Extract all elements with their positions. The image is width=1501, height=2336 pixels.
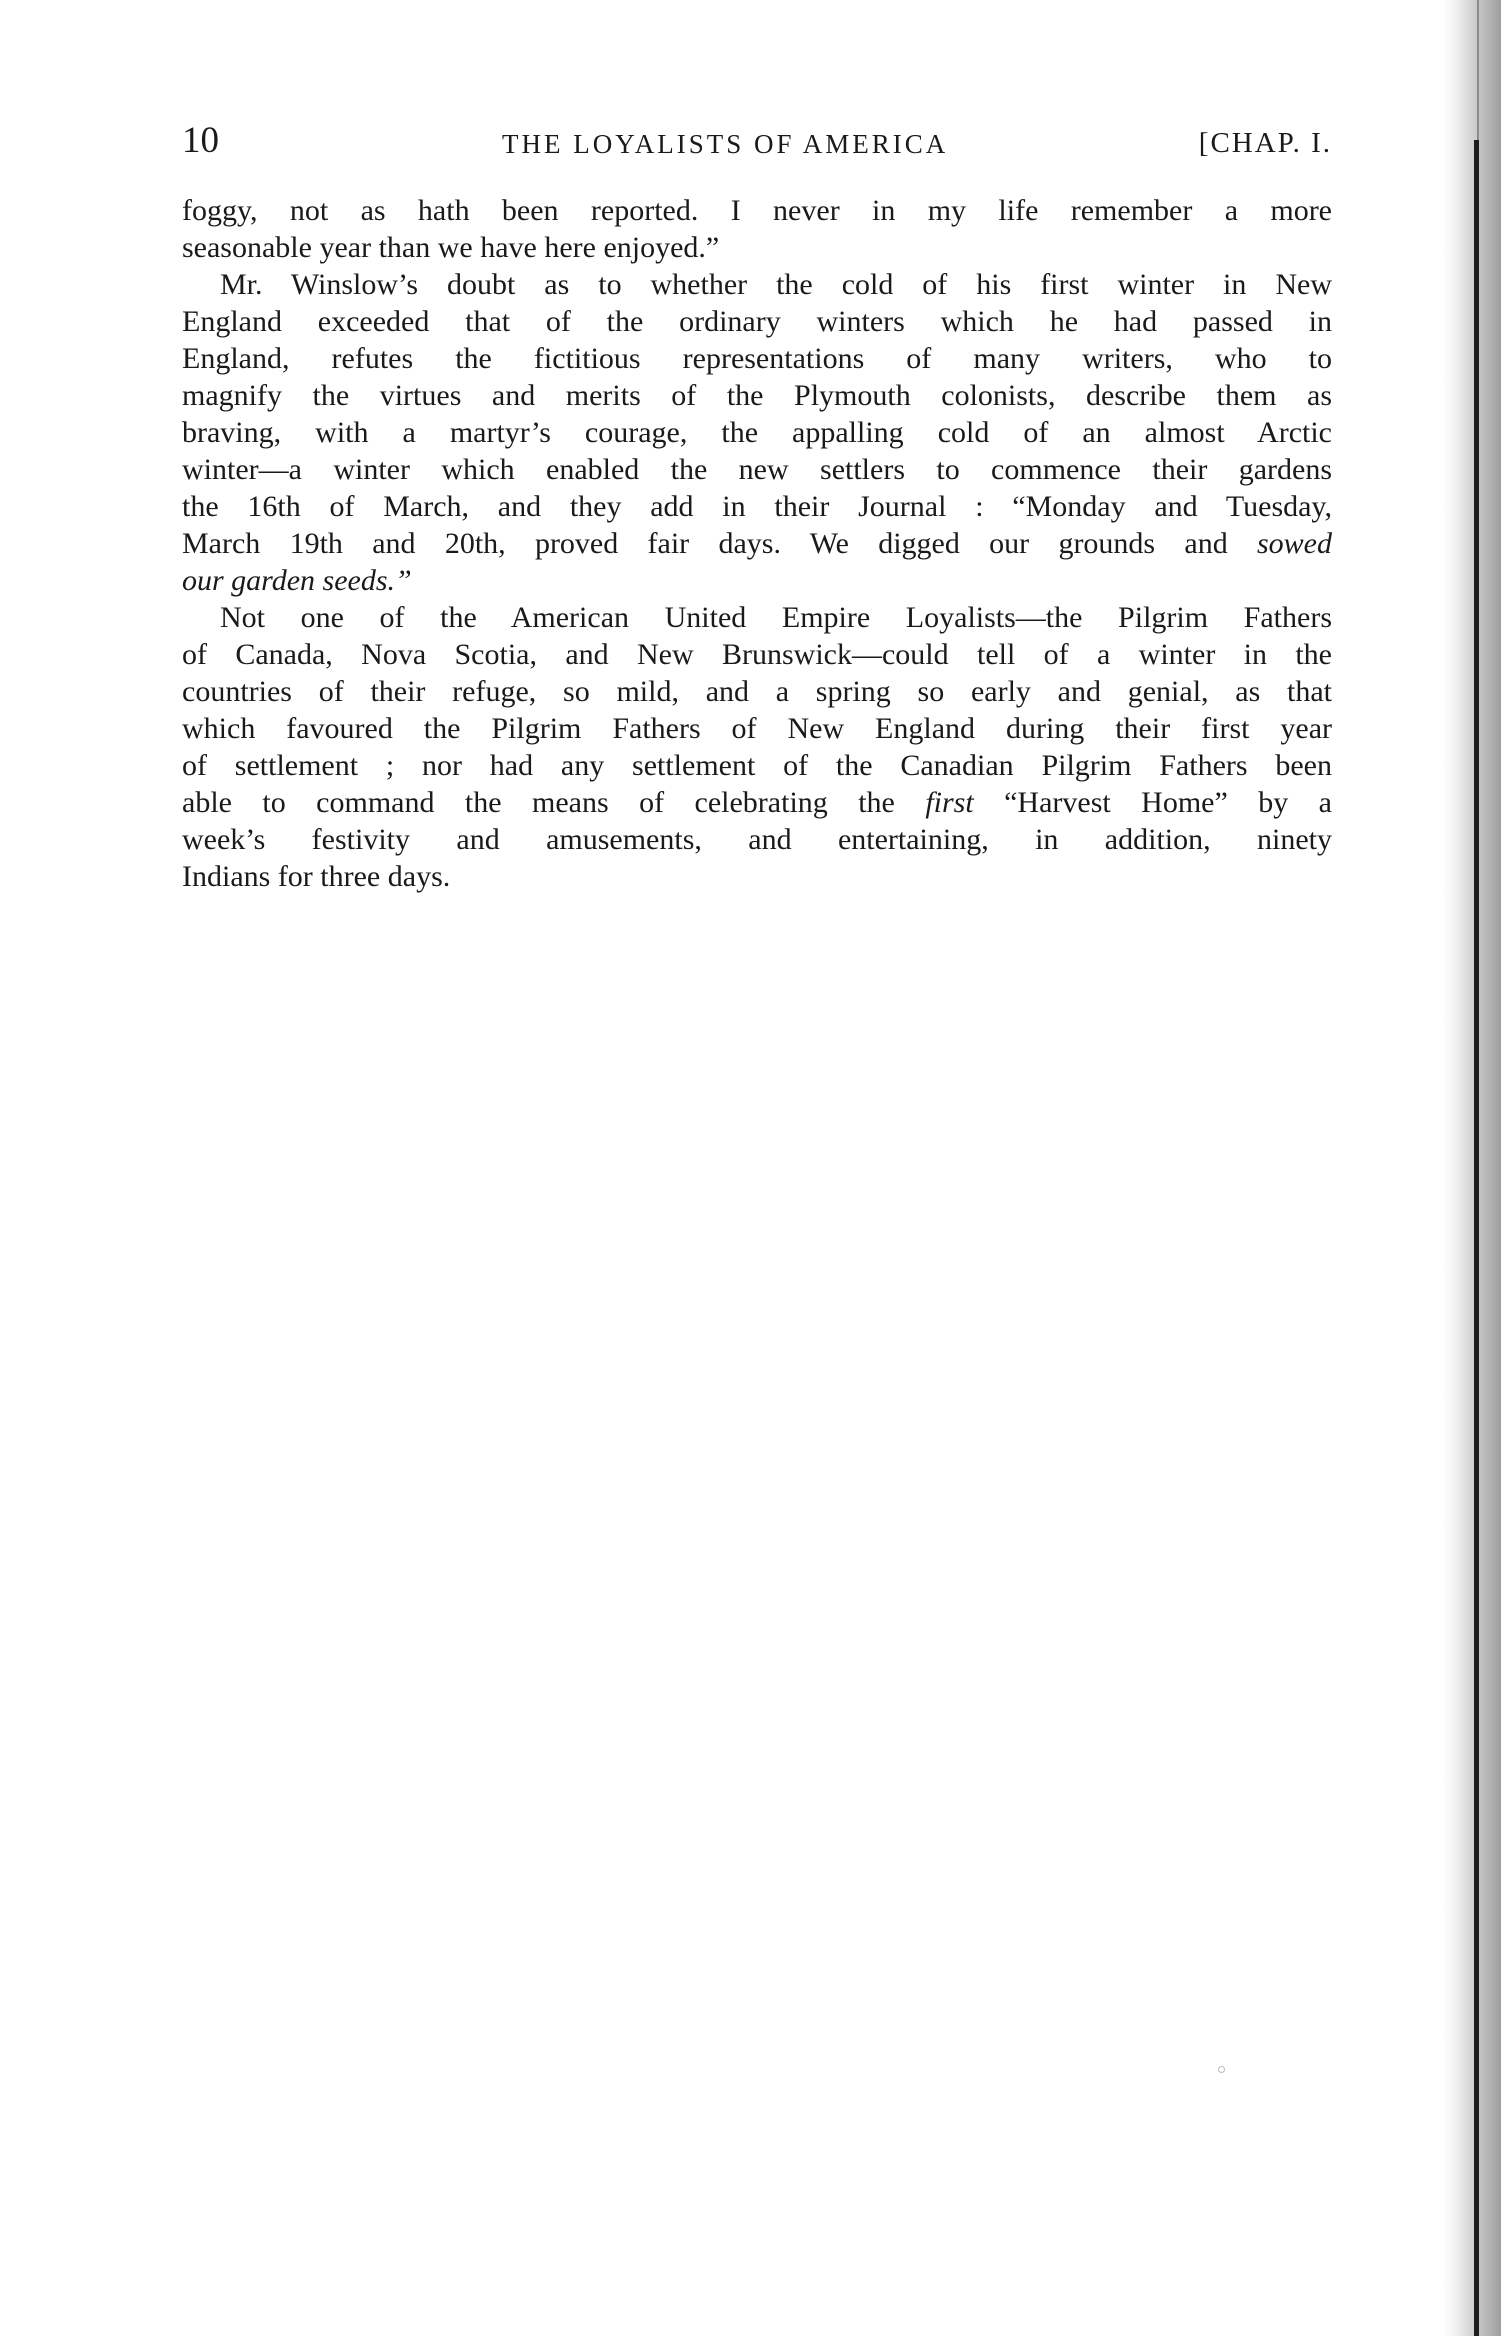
page-number: 10 — [182, 120, 219, 161]
paragraph-start-line: Not one of the American United Empire Loyalists—the Pilgrim Fathers — [220, 601, 1332, 634]
text-line: of settlement ; nor had any settlement of the Canadian Pilgrim Fathers been — [182, 749, 1332, 782]
text-line: Indians for three days. — [182, 860, 451, 893]
paragraph-start-line: Mr. Winslow’s doubt as to whether the cold of his first winter in New — [220, 268, 1332, 301]
text-line: of Canada, Nova Scotia, and New Brunswick—could tell of a winter in the — [182, 638, 1332, 671]
running-head — [182, 118, 1332, 168]
running-title: THE LOYALISTS OF AMERICA — [502, 129, 949, 159]
text-line: seasonable year than we have here enjoyed.” — [182, 231, 720, 264]
text-line: the 16th of March, and they add in their Journal : “Monday and Tuesday, — [182, 490, 1332, 523]
italic-text: sowed — [1257, 527, 1332, 560]
italic-text: first — [925, 786, 974, 819]
text-line: winter—a winter which enabled the new settlers to commence their gardens — [182, 453, 1332, 486]
scan-speck — [1218, 2066, 1225, 2073]
text-line — [182, 525, 1332, 562]
italic-text-line: our garden seeds.” — [182, 564, 412, 597]
text-segment: “Harvest Home” by a — [973, 786, 1332, 819]
text-line — [182, 784, 1332, 821]
binding-shadow-line — [1474, 140, 1479, 2336]
text-line: England, refutes the fictitious representations of many writers, who to — [182, 342, 1332, 375]
text-line: which favoured the Pilgrim Fathers of New England during their first year — [182, 712, 1332, 745]
text-line: magnify the virtues and merits of the Plymouth colonists, describe them as — [182, 379, 1332, 412]
text-line: week’s festivity and amusements, and entertaining, in addition, ninety — [182, 823, 1332, 856]
body-text — [182, 192, 1332, 895]
binding-edge — [1443, 0, 1501, 2336]
text-line: countries of their refuge, so mild, and a spring so early and genial, as that — [182, 675, 1332, 708]
text-segment: able to command the means of celebrating the — [182, 786, 926, 819]
text-line: foggy, not as hath been reported. I never in my life remember a more — [182, 194, 1332, 227]
binding-shadow-line-top — [1477, 0, 1479, 140]
text-line: braving, with a martyr’s courage, the appalling cold of an almost Arctic — [182, 416, 1332, 449]
text-segment: March 19th and 20th, proved fair days. We digged our grounds and — [182, 527, 1257, 560]
chapter-marker: [CHAP. I. — [1198, 127, 1332, 159]
text-line: England exceeded that of the ordinary winters which he had passed in — [182, 305, 1332, 338]
